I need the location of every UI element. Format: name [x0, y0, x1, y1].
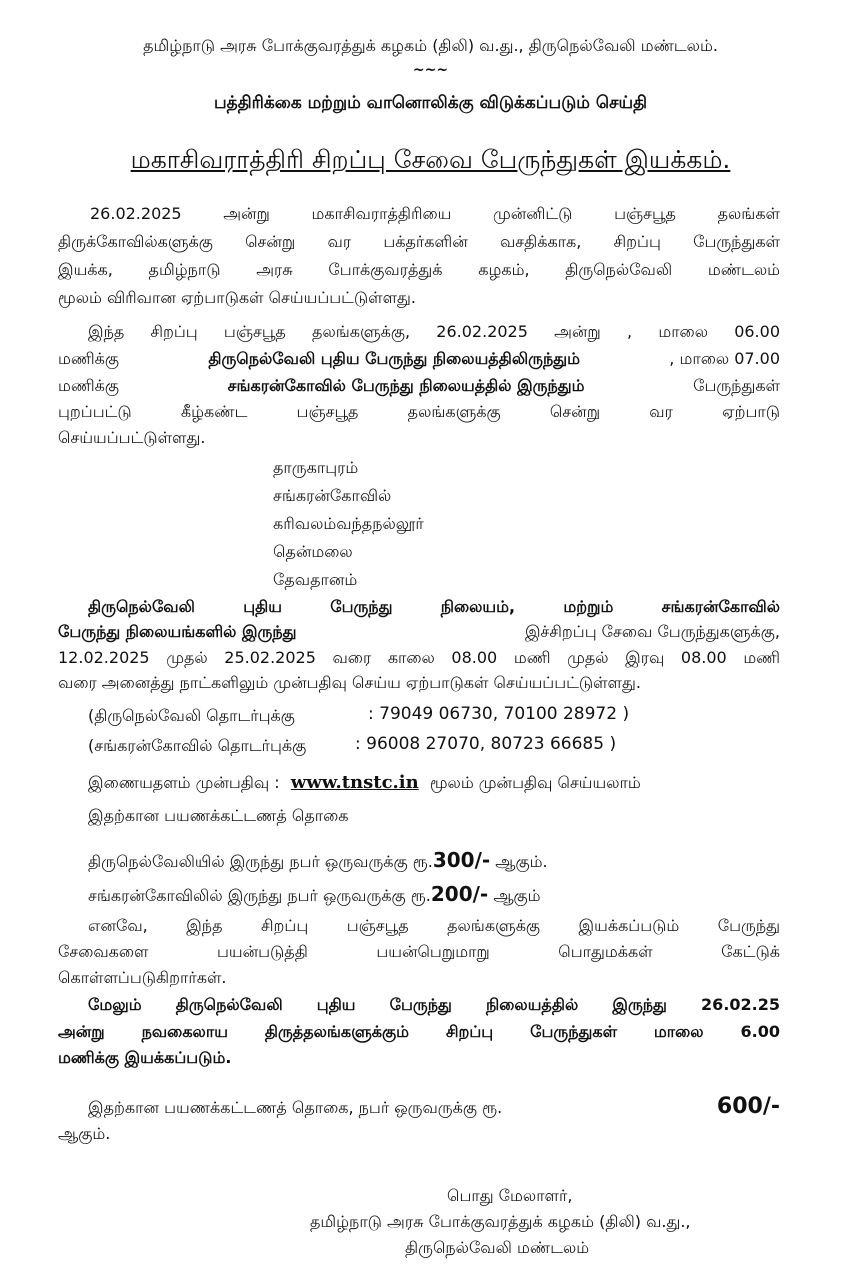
- para6-line-2: ஆகும்.: [58, 1124, 111, 1143]
- fare-text: சங்கரன்கோவிலில் இருந்து நபர் ஒருவருக்கு ரூ.: [88, 886, 431, 905]
- fare-amount: 300/-: [432, 848, 491, 872]
- online-booking-suffix: மூலம் முன்பதிவு செய்யலாம்: [429, 773, 641, 792]
- press-release-line: பத்திரிக்கை மற்றும் வானொலிக்கு விடுக்கப்படும் செய்தி: [213, 93, 648, 113]
- para4-line-3: கொள்ளப்படுகிறார்கள்.: [58, 968, 227, 987]
- para3-line-1: திருநெல்வேலி புதிய பேருந்து நிலையம், மற்றும் சங்கரன்கோவில்: [88, 597, 780, 616]
- contact-label-sankarankovil: (சங்கரன்கோவில் தொடர்புக்கு: [88, 736, 307, 755]
- place-item: தேவதானம்: [273, 570, 358, 589]
- para1-line-4: மூலம் விரிவான ஏற்பாடுகள் செய்யப்பட்டுள்ளது.: [58, 288, 417, 307]
- para2-line-5: செய்யப்பட்டுள்ளது.: [58, 428, 206, 447]
- para2-line-3-a: மணிக்கு: [58, 376, 120, 395]
- para6-line-1: [88, 1094, 780, 1119]
- para2-line-3: [58, 376, 780, 397]
- para3-line-3: 12.02.2025 முதல் 25.02.2025 வரை காலை 08.00 மணி முதல் இரவு 08.00 மணி: [58, 648, 780, 667]
- para2-line-2-b: திருநெல்வேலி புதிய பேருந்து நிலையத்திலிருந்தும்: [208, 349, 580, 368]
- para1-line-1: 26.02.2025 அன்று மகாசிவராத்திரியை முன்னிட்டு பஞ்சபூத தலங்கள்: [90, 204, 780, 223]
- organization-line: தமிழ்நாடு அரசு போக்குவரத்துக் கழகம் (திலி) வ.து., திருநெல்வேலி மண்டலம்.: [143, 36, 718, 55]
- website-link[interactable]: www.tnstc.in: [290, 772, 419, 793]
- place-item: சங்கரன்கோவில்: [273, 486, 392, 505]
- contact-numbers-sankarankovil: : 96008 27070, 80723 66685 ): [355, 734, 617, 754]
- para6-text: இதற்கான பயணக்கட்டணத் தொகை, நபர் ஒருவருக்கு ரூ.: [88, 1098, 503, 1117]
- para4-line-1: எனவே, இந்த சிறப்பு பஞ்சபூத தலங்களுக்கு இயக்கப்படும் பேருந்து: [88, 916, 780, 935]
- para2-line-1: இந்த சிறப்பு பஞ்சபூத தலங்களுக்கு, 26.02.2025 அன்று , மாலை 06.00: [88, 322, 780, 341]
- para3-line-4: வரை அனைத்து நாட்களிலும் முன்பதிவு செய்ய ஏற்பாடுகள் செய்யப்பட்டுள்ளது.: [58, 673, 641, 692]
- fare-line-tirunelveli: [88, 848, 548, 873]
- para2-line-2: [58, 349, 780, 370]
- place-item: தாருகாபுரம்: [273, 458, 359, 477]
- signature-title: பொது மேலாளர்,: [447, 1186, 573, 1205]
- fare-heading: இதற்கான பயணக்கட்டணத் தொகை: [88, 806, 349, 825]
- online-booking-prefix: இணையதளம் முன்பதிவு :: [88, 773, 280, 792]
- header-divider: ~~~: [412, 62, 449, 78]
- para5-line-1: மேலும் திருநெல்வேலி புதிய பேருந்து நிலையத்தில் இருந்து 26.02.25: [88, 995, 780, 1014]
- para2-line-2-c: , மாலை 07.00: [669, 349, 780, 368]
- para5-line-2: அன்று நவகைலாய திருத்தலங்களுக்கும் சிறப்பு பேருந்துகள் மாலை 6.00: [58, 1022, 780, 1041]
- para1-line-2: திருக்கோவில்களுக்கு சென்று வர பக்தர்களின் வசதிக்காக, சிறப்பு பேருந்துகள்: [58, 232, 780, 251]
- fare-text: திருநெல்வேலியில் இருந்து நபர் ஒருவருக்கு ரூ.: [88, 852, 433, 871]
- fare-tail: ஆகும்.: [495, 852, 548, 871]
- para3-line-2-b: இச்சிறப்பு சேவை பேருந்துகளுக்கு,: [524, 622, 780, 641]
- contact-label-tirunelveli: (திருநெல்வேலி தொடர்புக்கு: [88, 706, 295, 725]
- para3-line-2: [58, 622, 780, 643]
- place-item: தென்மலை: [273, 542, 353, 561]
- para2-line-3-b: சங்கரன்கோவில் பேருந்து நிலையத்தில் இருந்தும்: [227, 376, 585, 395]
- para3-line-2-a: பேருந்து நிலையங்களில் இருந்து: [58, 622, 297, 641]
- para2-line-3-c: பேருந்துகள்: [693, 376, 780, 395]
- para6-amount: 600/-: [716, 1094, 780, 1119]
- signature-region: திருநெல்வேலி மண்டலம்: [405, 1238, 590, 1257]
- contact-numbers-tirunelveli: : 79049 06730, 70100 28972 ): [368, 704, 630, 724]
- para1-line-3: இயக்க, தமிழ்நாடு அரசு போக்குவரத்துக் கழகம், திருநெல்வேலி மண்டலம்: [58, 260, 780, 279]
- page-title: மகாசிவராத்திரி சிறப்பு சேவை பேருந்துகள் இயக்கம்.: [130, 145, 731, 174]
- fare-tail: ஆகும்: [493, 886, 541, 905]
- para2-line-4: புறப்பட்டு கீழ்கண்ட பஞ்சபூத தலங்களுக்கு சென்று வர ஏற்பாடு: [58, 402, 780, 421]
- fare-line-sankarankovil: [88, 882, 541, 907]
- para4-line-2: சேவைகளை பயன்படுத்தி பயன்பெறுமாறு பொதுமக்கள் கேட்டுக்: [58, 942, 780, 961]
- signature-organization: தமிழ்நாடு அரசு போக்குவரத்துக் கழகம் (திலி) வ.து.,: [310, 1212, 691, 1231]
- fare-amount: 200/-: [430, 882, 489, 906]
- para2-line-2-a: மணிக்கு: [58, 349, 120, 368]
- para5-line-3: மணிக்கு இயக்கப்படும்.: [58, 1048, 232, 1067]
- place-item: கரிவலம்வந்தநல்லூர்: [273, 514, 424, 533]
- online-booking-line: [88, 772, 641, 794]
